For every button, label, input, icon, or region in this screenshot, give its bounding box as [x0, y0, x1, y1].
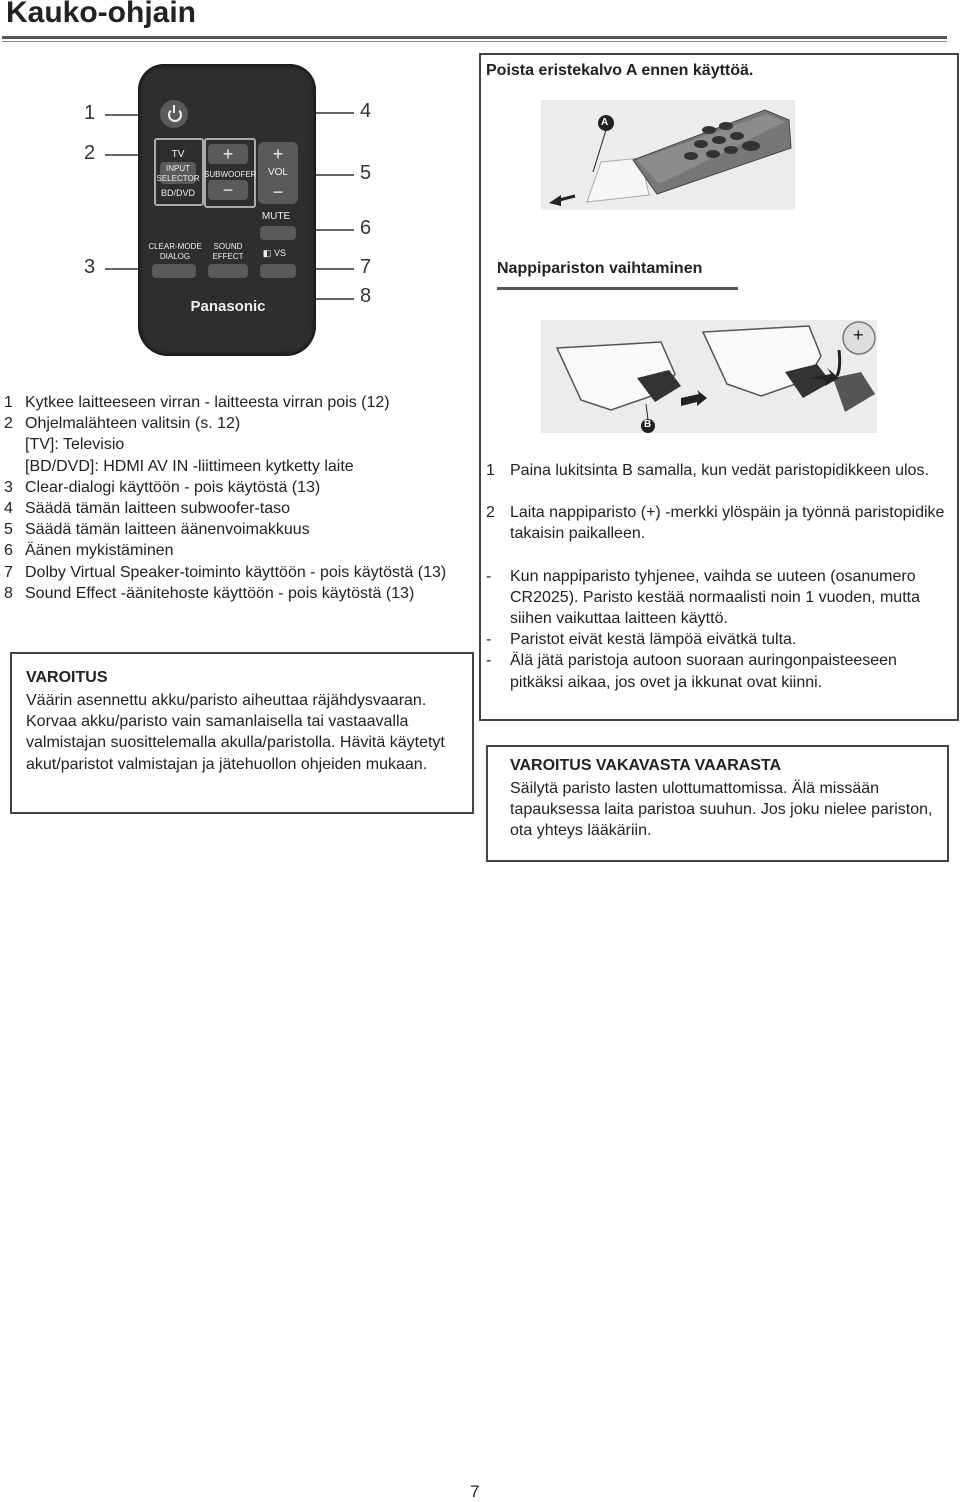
serious-warning-heading: VAROITUS VAKAVASTA VAARASTA: [510, 757, 782, 774]
plus-icon: +: [222, 144, 234, 164]
brand-logo: Panasonic: [190, 298, 266, 315]
callout-label-5: 5: [360, 162, 372, 184]
callout-label-1: 1: [84, 102, 96, 124]
battery-steps: [486, 460, 946, 693]
remote-illustration: [70, 62, 400, 362]
clear-mode-button: [152, 264, 196, 278]
callout-label-7: 7: [360, 256, 372, 278]
remote-body: [138, 64, 316, 356]
heading-rule: [497, 287, 738, 290]
legend-item: 5 Säädä tämän laitteen äänenvoimakkuus: [4, 521, 310, 539]
legend-item: [TV]: Televisio: [25, 436, 125, 454]
insulator-note: Poista eristekalvo A ennen käyttöä.: [486, 62, 754, 79]
mute-button: [260, 226, 296, 240]
title-rule-thin: [2, 41, 947, 42]
input-selector-label: INPUT SELECTOR: [156, 164, 200, 183]
serious-warning-box: [486, 745, 949, 862]
button-legend: [4, 392, 464, 604]
legend-item: 3 Clear-dialogi käyttöön - pois käytöstä (13): [4, 478, 321, 496]
callout-label-4: 4: [360, 100, 372, 122]
subwoofer-label: SUBWOOFER: [204, 170, 257, 179]
warning-box: [10, 652, 474, 814]
legend-item: 7 Dolby Virtual Speaker-toiminto käyttöön - pois käytöstä (13): [4, 563, 447, 581]
sound-effect-button: [208, 264, 248, 278]
vol-minus-icon: −: [272, 182, 284, 202]
power-icon: [168, 108, 182, 122]
tv-label: TV: [171, 149, 185, 160]
legend-item: 2 Ohjelmalähteen valitsin (s. 12): [4, 415, 241, 433]
legend-item: 8 Sound Effect -äänitehoste käyttöön - pois käytöstä (13): [4, 584, 415, 602]
legend-item: 1 Kytkee laitteeseen virran - laitteesta virran pois (12): [4, 394, 390, 411]
vol-plus-icon: +: [272, 144, 284, 164]
callout-label-8: 8: [360, 285, 372, 307]
mute-label: MUTE: [261, 211, 291, 222]
dolby-icon: ◧: [262, 248, 272, 258]
serious-warning-text: Säilytä paristo lasten ulottumattomissa. Älä missään tapauksessa laita paristoa suuhun. Jos joku nielee pariston, ota yhteys lääkäriin.: [510, 780, 933, 840]
plus-sign: +: [853, 325, 864, 345]
clear-mode-label: CLEAR-MODE DIALOG: [148, 242, 202, 261]
legend-item: 4 Säädä tämän laitteen subwoofer-taso: [4, 500, 291, 518]
sound-effect-label: SOUND EFFECT: [212, 242, 244, 261]
vol-label: VOL: [267, 167, 288, 178]
note-item: - Paristot eivät kestä lämpöä eivätkä tulta.: [486, 631, 797, 649]
power-button: [160, 100, 188, 128]
title-rule: [2, 36, 947, 39]
battery-replacement-illustration: [541, 320, 877, 433]
callout-label-3: 3: [84, 256, 96, 278]
bd-dvd-label: BD/DVD: [160, 188, 195, 198]
dvs-button: [260, 264, 296, 278]
marker-a: A: [601, 117, 609, 128]
warning-heading: VAROITUS: [26, 669, 108, 686]
step-item: 2 Laita nappiparisto (+) -merkki ylöspäin ja työnnä paristopidike takaisin paikalleen.: [486, 504, 945, 543]
battery-heading: Nappipariston vaihtaminen: [497, 260, 703, 277]
marker-b: B: [644, 419, 652, 430]
note-item: - Älä jätä paristoja autoon suoraan auringonpaisteeseen pitkäksi aikaa, jos ovet ja ikkunat ovat kiinni.: [486, 652, 897, 691]
insulator-illustration: [541, 100, 795, 210]
dvs-label: VS: [273, 248, 286, 258]
minus-icon: −: [222, 180, 234, 200]
legend-item: 6 Äänen mykistäminen: [4, 542, 174, 560]
step-item: 1 Paina lukitsinta B samalla, kun vedät paristopidikkeen ulos.: [486, 462, 929, 479]
callout-label-6: 6: [360, 217, 372, 239]
warning-text: Väärin asennettu akku/paristo aiheuttaa räjähdysvaaran. Korvaa akku/paristo vain samanlaisella tai vastaavalla valmistajan suosittelemalla akulla/paristolla. Hävitä käytetyt akut/paristot valmistajan ja jätehuollon ohjeiden mukaan.: [26, 692, 445, 773]
callout-label-2: 2: [84, 142, 96, 164]
note-item: - Kun nappiparisto tyhjenee, vaihda se uuteen (osanumero CR2025). Paristo kestää normaalisti noin 1 vuoden, mutta siihen vaikuttaa laitteen käyttö.: [486, 567, 920, 628]
legend-item: [BD/DVD]: HDMI AV IN -liittimeen kytketty laite: [25, 457, 354, 475]
page-number: 7: [470, 1482, 480, 1501]
page-title: Kauko-ohjain: [6, 0, 197, 29]
